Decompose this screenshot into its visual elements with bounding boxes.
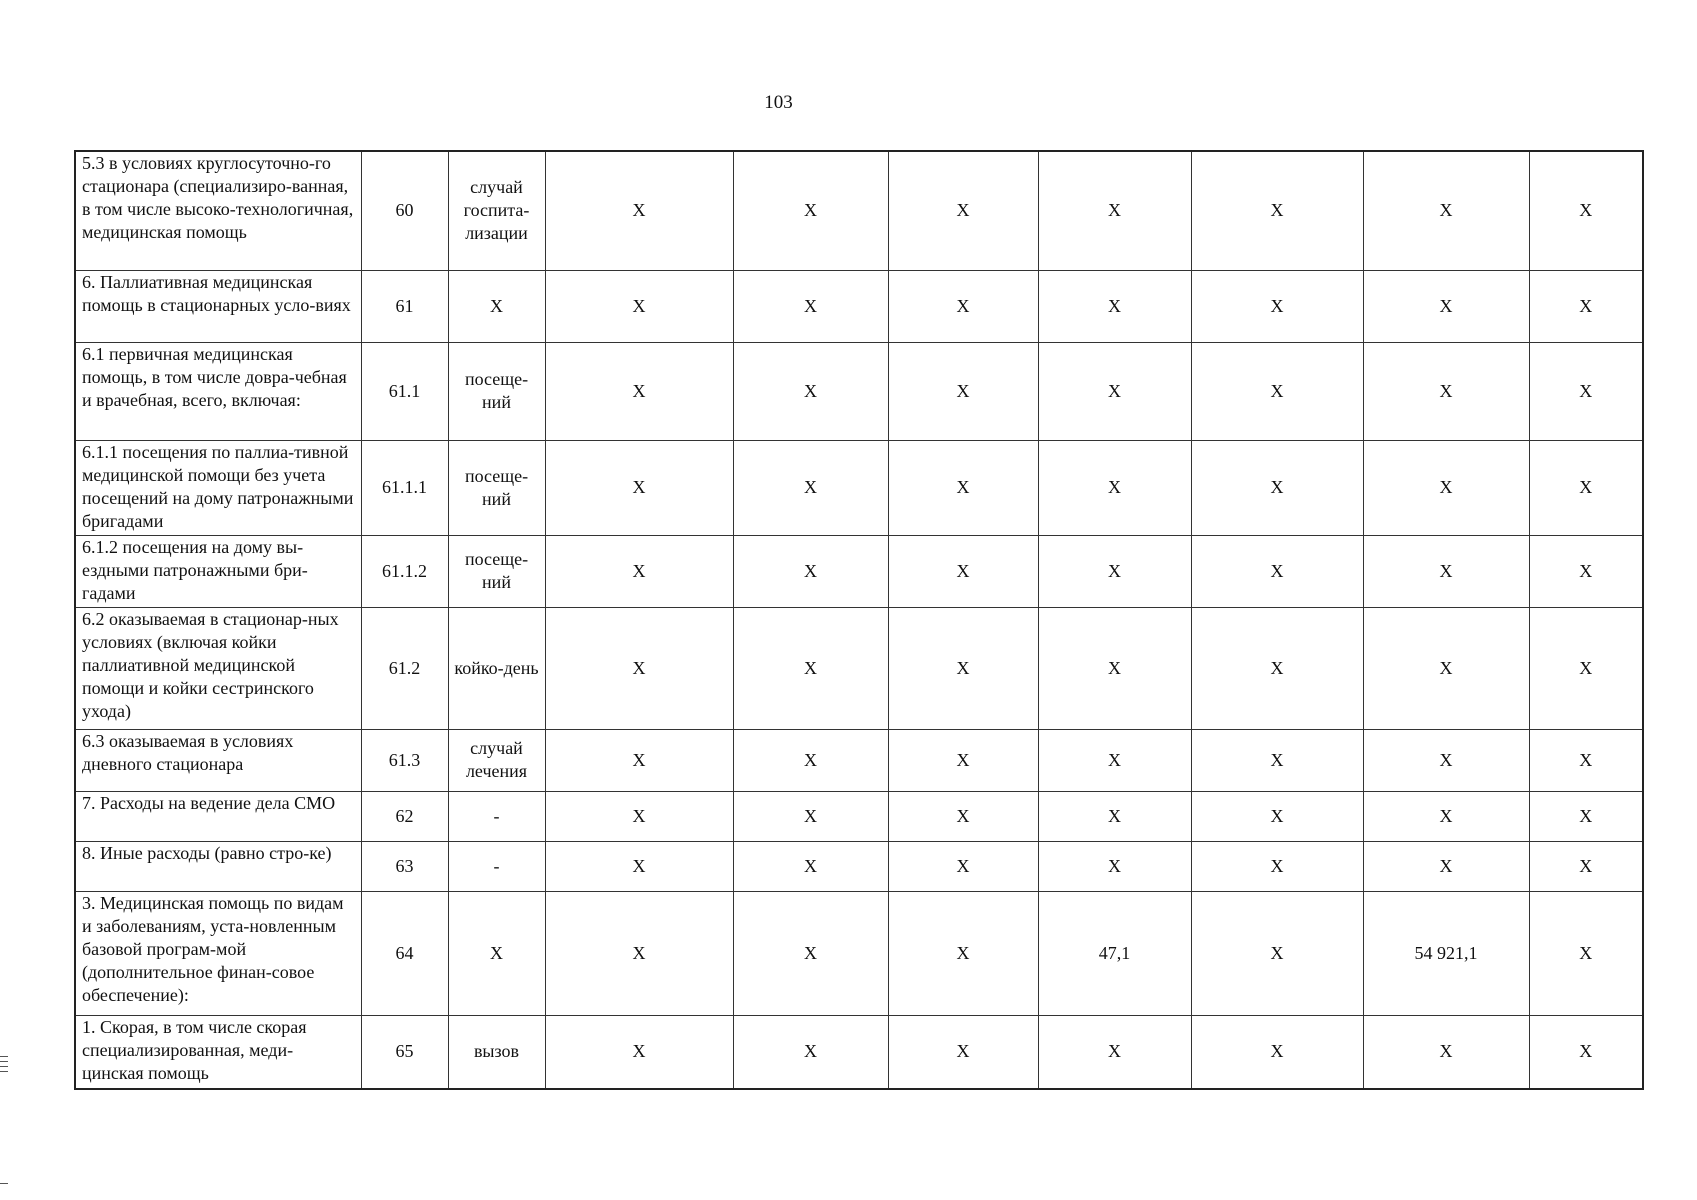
unit-cell: посеще-ний (448, 440, 545, 535)
value-cell: X (1363, 535, 1529, 607)
row-name-cell: 6.2 оказываемая в стационар-ных условиях (включая койки паллиативной медицинской помощи и койки сестринского ухода) (75, 607, 361, 729)
value-cell: X (1363, 342, 1529, 440)
value-cell: X (545, 535, 733, 607)
value-cell: X (1529, 342, 1643, 440)
row-name-cell: 5.3 в условиях круглосуточно-го стационара (специализиро-ванная, в том числе высоко-технологичная, медицинская помощь (75, 151, 361, 270)
value-cell: X (545, 729, 733, 791)
value-cell: X (888, 841, 1038, 891)
value-cell: X (1191, 440, 1363, 535)
table-row (75, 342, 1643, 440)
value-cell: X (545, 607, 733, 729)
table-row (75, 791, 1643, 841)
unit-cell: X (448, 891, 545, 1015)
row-name-cell: 6. Паллиативная медицинская помощь в стационарных усло-виях (75, 270, 361, 342)
value-cell: X (1529, 607, 1643, 729)
value-cell: X (733, 791, 888, 841)
table-row (75, 535, 1643, 607)
value-cell: X (1191, 270, 1363, 342)
value-cell: X (1363, 841, 1529, 891)
unit-cell: посеще-ний (448, 342, 545, 440)
value-cell: X (733, 607, 888, 729)
value-cell: X (1191, 607, 1363, 729)
value-cell: X (1529, 729, 1643, 791)
table-row (75, 891, 1643, 1015)
value-cell: X (888, 440, 1038, 535)
value-cell: X (1191, 535, 1363, 607)
value-cell: X (1191, 891, 1363, 1015)
value-cell: X (545, 1015, 733, 1089)
unit-cell: случай лечения (448, 729, 545, 791)
value-cell: X (1038, 151, 1191, 270)
value-cell: X (545, 440, 733, 535)
value-cell: X (1191, 729, 1363, 791)
value-cell: 54 921,1 (1363, 891, 1529, 1015)
value-cell: X (1363, 729, 1529, 791)
value-cell: X (733, 270, 888, 342)
value-cell: X (1191, 791, 1363, 841)
value-cell: X (1191, 151, 1363, 270)
table-row (75, 270, 1643, 342)
unit-cell: вызов (448, 1015, 545, 1089)
unit-cell: случай госпита-лизации (448, 151, 545, 270)
line-number-cell: 61.1 (361, 342, 448, 440)
value-cell: X (1038, 440, 1191, 535)
value-cell: X (888, 791, 1038, 841)
value-cell: X (1363, 607, 1529, 729)
value-cell: X (1191, 342, 1363, 440)
row-name-cell: 3. Медицинская помощь по видам и заболеваниям, уста-новленным базовой програм-мой (дополнительное финан-совое обеспечение): (75, 891, 361, 1015)
row-name-cell: 6.3 оказываемая в условиях дневного стационара (75, 729, 361, 791)
value-cell: X (888, 729, 1038, 791)
value-cell: X (733, 841, 888, 891)
line-number-cell: 62 (361, 791, 448, 841)
line-number-cell: 61.3 (361, 729, 448, 791)
value-cell: X (545, 151, 733, 270)
value-cell: X (888, 151, 1038, 270)
row-name-cell: 6.1.2 посещения на дому вы-ездными патронажными бри-гадами (75, 535, 361, 607)
value-cell: X (1363, 151, 1529, 270)
line-number-cell: 60 (361, 151, 448, 270)
value-cell: X (1363, 791, 1529, 841)
page-number: 103 (764, 92, 793, 113)
line-number-cell: 65 (361, 1015, 448, 1089)
value-cell: X (545, 891, 733, 1015)
value-cell: X (888, 270, 1038, 342)
row-name-cell: 1. Скорая, в том числе скорая специализированная, меди-цинская помощь (75, 1015, 361, 1089)
row-name-cell: 6.1.1 посещения по паллиа-тивной медицинской помощи без учета посещений на дому патронажными бригадами (75, 440, 361, 535)
value-cell: X (733, 891, 888, 1015)
margin-mark (0, 1183, 8, 1184)
table-row (75, 1015, 1643, 1089)
value-cell: X (1529, 841, 1643, 891)
margin-marks (0, 1056, 8, 1076)
value-cell: X (888, 891, 1038, 1015)
data-table (74, 150, 1644, 1090)
value-cell: X (1038, 729, 1191, 791)
value-cell: X (1363, 440, 1529, 535)
value-cell: X (1038, 607, 1191, 729)
line-number-cell: 61.2 (361, 607, 448, 729)
value-cell: X (545, 270, 733, 342)
value-cell: X (1038, 342, 1191, 440)
value-cell: X (1038, 791, 1191, 841)
value-cell: X (1191, 1015, 1363, 1089)
line-number-cell: 61.1.1 (361, 440, 448, 535)
value-cell: X (733, 535, 888, 607)
value-cell: X (888, 1015, 1038, 1089)
value-cell: X (1191, 841, 1363, 891)
unit-cell: - (448, 791, 545, 841)
value-cell: X (733, 1015, 888, 1089)
value-cell: X (1529, 151, 1643, 270)
value-cell: X (1529, 270, 1643, 342)
value-cell: X (1529, 440, 1643, 535)
value-cell: X (733, 342, 888, 440)
value-cell: X (888, 607, 1038, 729)
value-cell: 47,1 (1038, 891, 1191, 1015)
unit-cell: X (448, 270, 545, 342)
value-cell: X (1529, 1015, 1643, 1089)
value-cell: X (1529, 791, 1643, 841)
value-cell: X (733, 151, 888, 270)
line-number-cell: 61.1.2 (361, 535, 448, 607)
value-cell: X (1529, 535, 1643, 607)
value-cell: X (1363, 1015, 1529, 1089)
value-cell: X (1529, 891, 1643, 1015)
unit-cell: койко-день (448, 607, 545, 729)
value-cell: X (1038, 535, 1191, 607)
unit-cell: посеще-ний (448, 535, 545, 607)
row-name-cell: 8. Иные расходы (равно стро-ке) (75, 841, 361, 891)
value-cell: X (1363, 270, 1529, 342)
row-name-cell: 6.1 первичная медицинская помощь, в том числе довра-чебная и врачебная, всего, включая: (75, 342, 361, 440)
value-cell: X (1038, 270, 1191, 342)
unit-cell: - (448, 841, 545, 891)
value-cell: X (1038, 841, 1191, 891)
table-row (75, 151, 1643, 270)
table-row (75, 440, 1643, 535)
table-row (75, 841, 1643, 891)
value-cell: X (888, 342, 1038, 440)
table-row (75, 729, 1643, 791)
row-name-cell: 7. Расходы на ведение дела СМО (75, 791, 361, 841)
value-cell: X (545, 841, 733, 891)
line-number-cell: 63 (361, 841, 448, 891)
value-cell: X (545, 342, 733, 440)
value-cell: X (733, 440, 888, 535)
value-cell: X (1038, 1015, 1191, 1089)
line-number-cell: 64 (361, 891, 448, 1015)
value-cell: X (733, 729, 888, 791)
value-cell: X (888, 535, 1038, 607)
line-number-cell: 61 (361, 270, 448, 342)
table-row (75, 607, 1643, 729)
value-cell: X (545, 791, 733, 841)
